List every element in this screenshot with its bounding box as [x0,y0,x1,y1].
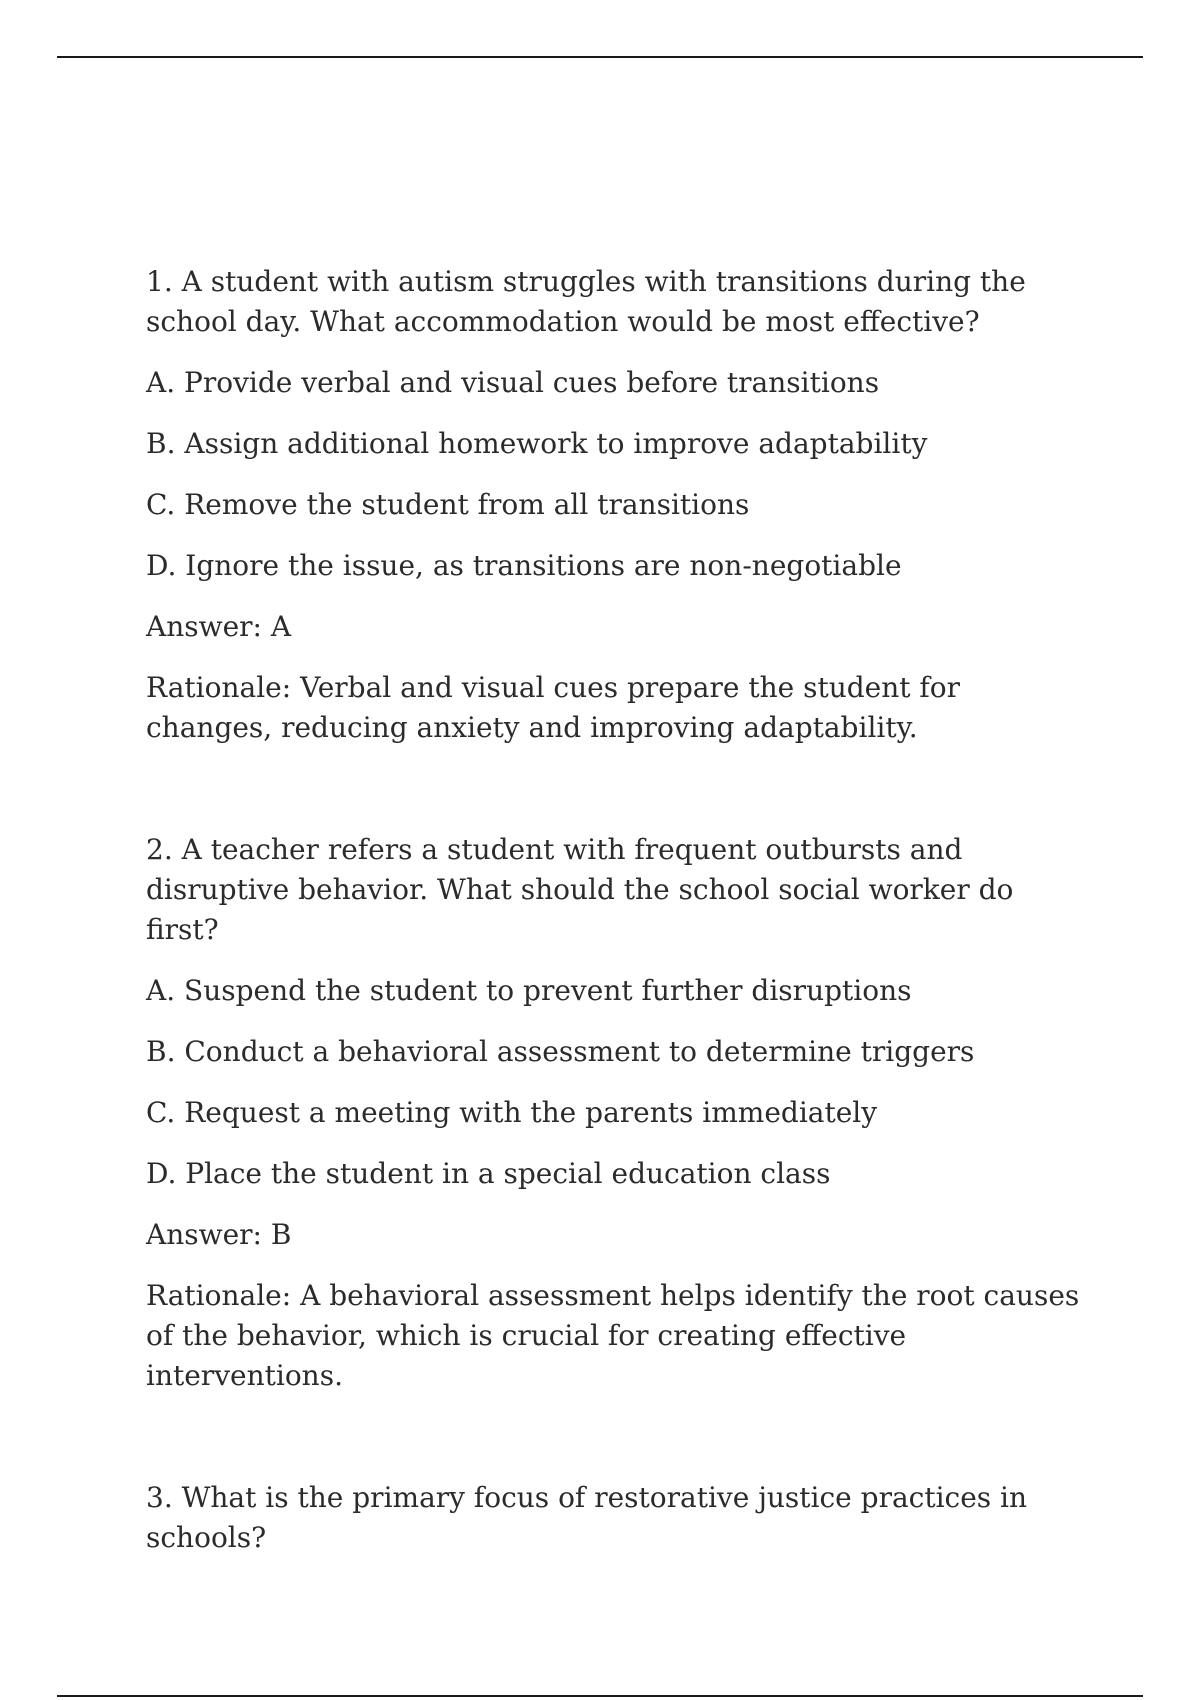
answer: Answer: B [146,1218,292,1251]
question-text: 1. A student with autism struggles with transitions during the school day. What accommodation would be most effective? [146,265,1026,338]
bottom-rule [57,1695,1143,1697]
rationale: Rationale: Verbal and visual cues prepare the student for changes, reducing anxiety and improving adaptability. [146,671,961,744]
option-b: B. Conduct a behavioral assessment to determine triggers [146,1035,975,1068]
question-2 [146,830,1086,1396]
top-rule [57,56,1143,58]
option-c: C. Request a meeting with the parents immediately [146,1096,878,1129]
answer: Answer: A [146,610,292,643]
question-text: 2. A teacher refers a student with frequent outbursts and disruptive behavior. What should the school social worker do first? [146,833,1014,946]
option-b: B. Assign additional homework to improve adaptability [146,427,928,460]
question-text: 3. What is the primary focus of restorative justice practices in schools? [146,1481,1028,1554]
rationale: Rationale: A behavioral assessment helps identify the root causes of the behavior, which is crucial for creating effective interventions. [146,1279,1080,1392]
option-d: D. Place the student in a special education class [146,1157,831,1190]
document-body [146,262,1086,1640]
question-1 [146,262,1086,748]
option-d: D. Ignore the issue, as transitions are non-negotiable [146,549,902,582]
question-3 [146,1478,1086,1558]
option-c: C. Remove the student from all transitions [146,488,750,521]
option-a: A. Suspend the student to prevent further disruptions [146,974,912,1007]
option-a: A. Provide verbal and visual cues before transitions [146,366,880,399]
